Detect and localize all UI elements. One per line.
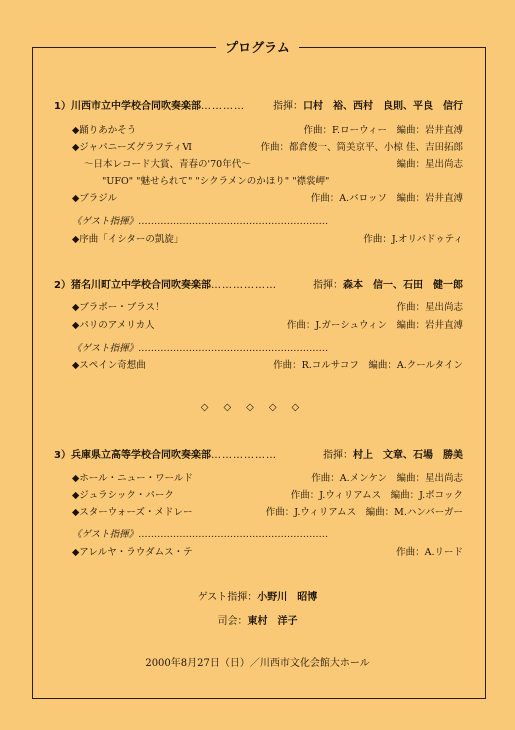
section-3-item-title: ◆スターウォーズ・メドレー: [72, 507, 193, 518]
section-1-item-credit: 編曲：星出尚志: [396, 159, 463, 170]
section-3-item-credit: 作曲：J.ウィリアムス 編曲：M.ハンバーガー: [265, 507, 463, 518]
section-1-guest-item-credit: 作曲：J.オリバドゥティ: [363, 234, 463, 245]
section-1-guest-item-title: ◆序曲「イシターの凱旋」: [72, 234, 184, 245]
section-1-item-title: ～日本レコード大賞、青春の'70年代～: [84, 159, 251, 170]
emcee: 司会：東村 洋子: [217, 616, 298, 627]
section-3-guest-label: 《ゲスト指揮》……………………………………………………: [72, 529, 329, 540]
section-2-conductors: 指揮：森本 信一、石田 健一郎: [313, 280, 463, 291]
section-2-guest-item-credit: 作曲：R.コルサコフ 編曲：A.クールタイン: [273, 360, 463, 371]
section-2-guest-item-title: ◆スペイン奇想曲: [72, 360, 146, 371]
section-1-item-title: "UFO" "魅せられて" "シクラメンのかほり" "襟裳岬": [102, 176, 330, 187]
section-2-heading: 2）猪名川町立中学校合同吹奏楽部………………: [54, 280, 277, 291]
section-1-item-credit: 作曲：F.ローウィー 編曲：岩井直溥: [303, 125, 463, 136]
section-1-item-title: ◆踊りあかそう: [72, 125, 137, 136]
section-3-heading: 3）兵庫県立高等学校合同吹奏楽部………………: [54, 450, 277, 461]
section-3-conductors: 指揮：村上 文章、石場 勝美: [323, 450, 463, 461]
program-title: プログラム: [0, 37, 515, 56]
section-3-item-title: ◆ジュラシック・パーク: [72, 490, 174, 501]
event-info: 2000年8月27日（日）／川西市文化会館大ホール: [145, 658, 370, 669]
section-1-item-credit: 作曲：A.バロッソ 編曲：岩井直溥: [310, 193, 463, 204]
section-3-item-credit: 作曲：J.ウィリアムス 編曲：J.ボコック: [290, 490, 463, 501]
section-1-heading: 1）川西市立中学校合同吹奏楽部…………: [54, 101, 245, 112]
section-2-item-credit: 作曲：J.ガーシュウィン 編曲：岩井直溥: [286, 320, 463, 331]
section-1-item-credit: 作曲：都倉俊一、筒美京平、小椋 佳、吉田拓郎: [260, 142, 463, 153]
section-2-item-title: ◆パリのアメリカ人: [72, 320, 155, 331]
section-3-item-credit: 作曲：A.メンケン 編曲：星出尚志: [311, 473, 463, 484]
section-2-item-title: ◆ブラボー・ブラス！: [72, 302, 165, 313]
section-3-guest-item-credit: 作曲：A.リード: [396, 547, 463, 558]
section-2-item-credit: 作曲：星出尚志: [396, 302, 463, 313]
section-2-guest-label: 《ゲスト指揮》……………………………………………………: [72, 343, 329, 354]
section-1-item-title: ◆ジャパニーズグラフティⅥ: [72, 142, 192, 153]
section-3-item-title: ◆ホール・ニュー・ワールド: [72, 473, 193, 484]
section-divider: ◇◇◇◇◇: [200, 402, 315, 413]
section-1-item-title: ◆ブラジル: [72, 193, 118, 204]
section-1-conductors: 指揮：口村 裕、西村 良則、平良 信行: [273, 101, 463, 112]
section-3-guest-item-title: ◆アレルヤ・ラウダムス・テ: [72, 547, 193, 558]
guest-conductor: ゲスト指揮：小野川 昭博: [197, 592, 318, 603]
section-1-guest-label: 《ゲスト指揮》……………………………………………………: [72, 216, 329, 227]
